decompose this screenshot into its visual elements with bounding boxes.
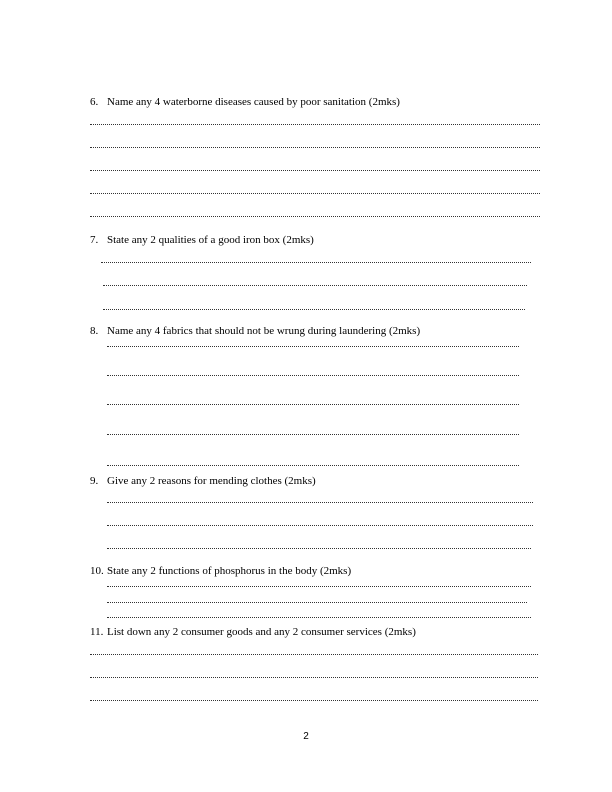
question-10 [90,565,351,578]
question-number: 9. [90,475,99,487]
question-number: 10. [90,565,104,577]
question-8 [90,325,420,338]
answer-line[interactable] [90,193,540,194]
answer-line[interactable] [107,434,519,435]
answer-line[interactable] [90,124,540,125]
answer-line[interactable] [107,586,531,587]
answer-line[interactable] [107,375,519,376]
question-number: 11. [90,626,104,638]
answer-line[interactable] [103,309,525,310]
answer-line[interactable] [90,147,540,148]
question-11 [90,626,416,639]
answer-line[interactable] [107,346,519,347]
answer-line[interactable] [103,285,527,286]
question-text: Give any 2 reasons for mending clothes (2mks) [107,475,316,487]
answer-line[interactable] [90,654,538,655]
question-7 [90,234,314,247]
question-number: 7. [90,234,99,246]
answer-line[interactable] [107,602,527,603]
page-number: 2 [303,731,309,742]
question-number: 8. [90,325,99,337]
answer-line[interactable] [107,404,519,405]
answer-line[interactable] [90,170,540,171]
answer-line[interactable] [101,262,531,263]
answer-line[interactable] [107,525,533,526]
question-text: State any 2 functions of phosphorus in the body (2mks) [107,565,352,577]
question-text: Name any 4 waterborne diseases caused by poor sanitation (2mks) [107,96,400,108]
question-number: 6. [90,96,99,108]
answer-line[interactable] [90,677,538,678]
question-6 [90,96,400,109]
answer-line[interactable] [107,617,531,618]
question-9 [90,475,316,488]
question-text: State any 2 qualities of a good iron box (2mks) [107,234,314,246]
answer-line[interactable] [90,700,538,701]
answer-line[interactable] [107,502,533,503]
answer-line[interactable] [107,465,519,466]
question-text: Name any 4 fabrics that should not be wrung during laundering (2mks) [107,325,421,337]
answer-line[interactable] [107,548,531,549]
question-text: List down any 2 consumer goods and any 2 consumer services (2mks) [107,626,416,638]
answer-line[interactable] [90,216,540,217]
